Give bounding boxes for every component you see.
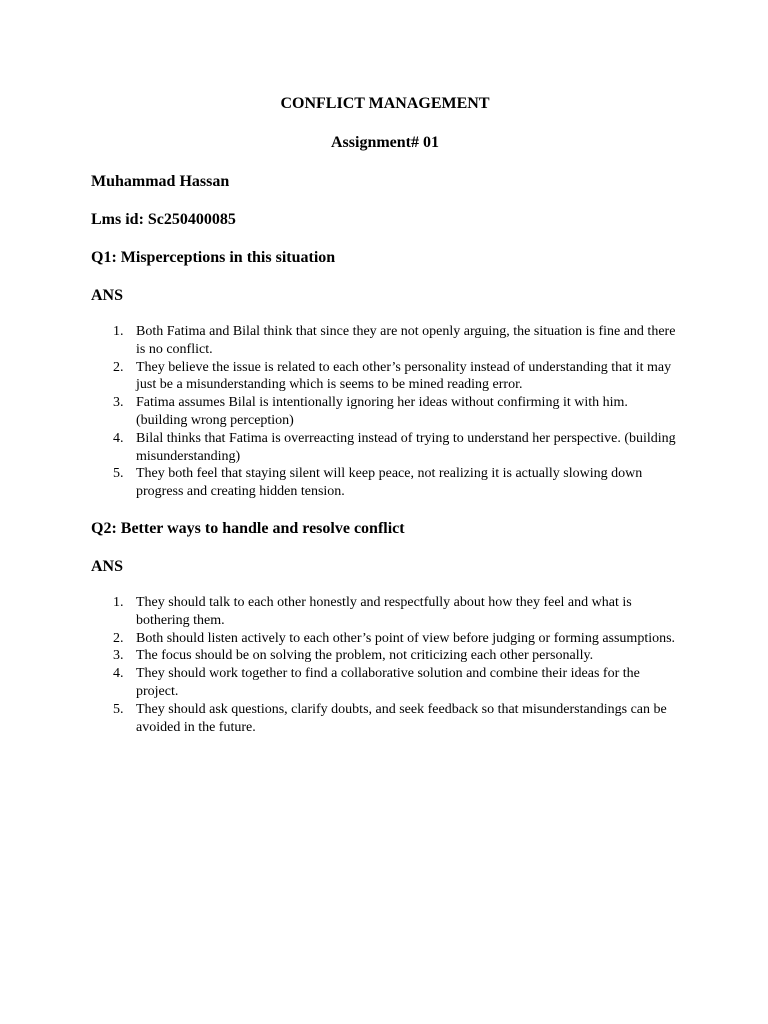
- student-name: Muhammad Hassan: [91, 173, 230, 190]
- list-item-text: They should work together to find a collaborative solution and combine their ideas for the project.: [136, 666, 640, 699]
- list-item: [91, 594, 679, 630]
- list-item: [91, 394, 679, 430]
- list-item: [91, 665, 679, 701]
- list-item: [91, 630, 679, 648]
- document-title: CONFLICT MANAGEMENT: [280, 95, 490, 112]
- answer-1-list: [91, 323, 679, 501]
- list-item: [91, 359, 679, 395]
- list-item-text: The focus should be on solving the problem, not criticizing each other personally.: [136, 648, 594, 664]
- list-item-number: 5.: [113, 701, 124, 717]
- list-item-number: 3.: [113, 395, 124, 411]
- list-item-text: Fatima assumes Bilal is intentionally ignoring her ideas without confirming it with him. (building wrong perception): [136, 395, 628, 428]
- list-item-number: 1.: [113, 324, 124, 339]
- list-item-text: They both feel that staying silent will keep peace, not realizing it is actually slowing down progress and creating hidden tension.: [136, 466, 643, 500]
- list-item-number: 1.: [113, 594, 124, 610]
- list-item-text: They believe the issue is related to each other’s personality instead of understanding that it may just be a misunderstanding which is seems to be mined reading error.: [136, 359, 672, 393]
- list-item-text: Bilal thinks that Fatima is overreacting instead of trying to understand her perspective. (building misunderstanding): [136, 430, 676, 464]
- answer-2-label: ANS: [91, 557, 124, 575]
- question-2-heading: Q2: Better ways to handle and resolve conflict: [91, 519, 405, 537]
- list-item: [91, 465, 679, 501]
- list-item-text: Both Fatima and Bilal think that since they are not openly arguing, the situation is fine and there is no conflict.: [136, 324, 676, 357]
- list-item-number: 2.: [113, 359, 124, 375]
- answer-2-list: [91, 594, 679, 736]
- list-item-text: They should ask questions, clarify doubts, and seek feedback so that misunderstandings can be avoided in the future.: [136, 701, 667, 735]
- answer-1-label: ANS: [91, 287, 124, 304]
- list-item: [91, 323, 679, 359]
- list-item-number: 4.: [113, 666, 124, 682]
- list-item-number: 4.: [113, 430, 124, 446]
- list-item-text: Both should listen actively to each other’s point of view before judging or forming assumptions.: [136, 630, 676, 646]
- document-body: [91, 93, 679, 753]
- list-item-number: 3.: [113, 648, 124, 664]
- list-item-number: 5.: [113, 466, 124, 482]
- list-item-text: They should talk to each other honestly and respectfully about how they feel and what is bothering them.: [136, 594, 632, 628]
- list-item-number: 2.: [113, 630, 124, 646]
- question-1-heading: Q1: Misperceptions in this situation: [91, 249, 336, 266]
- list-item: [91, 701, 679, 737]
- list-item: [91, 430, 679, 466]
- lms-id: Lms id: Sc250400085: [91, 211, 236, 228]
- list-item: [91, 647, 679, 665]
- assignment-number: Assignment# 01: [330, 134, 439, 151]
